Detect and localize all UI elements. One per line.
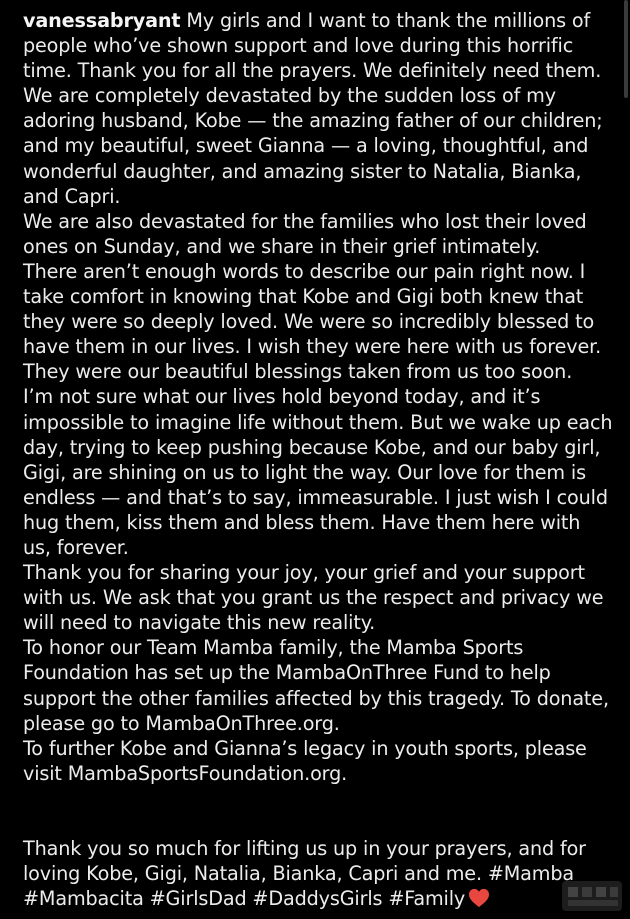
post-caption [23,8,613,911]
caption-paragraph-1 [23,8,613,209]
paragraph-spacer [23,786,613,836]
caption-paragraph-6: To honor our Team Mamba family, the Mamba Sports Foundation has set up the MambaOnThree Fund to help support the other families affected by this tragedy. To donate, please go to MambaOnThree.org. [23,636,609,735]
username-link[interactable]: vanessabryant [23,9,181,32]
caption-paragraph-7: To further Kobe and Gianna’s legacy in youth sports, please visit MambaSportsFoundation.org. [23,736,587,785]
caption-closing [23,836,613,911]
caption-paragraph-2: We are also devastated for the families who lost their loved ones on Sunday, and we share in their grief intimately. [23,209,587,258]
caption-paragraph-5: Thank you for sharing your joy, your grief and your support with us. We ask that you grant us the respect and privacy we will need to navigate this new reality. [23,561,604,635]
caption-paragraph-3: There aren’t enough words to describe our pain right now. I take comfort in knowing that Kobe and Gigi both knew that they were so deeply loved. We were so incredibly blessed to have them in our lives. I wish they were here with us forever. They were our beautiful blessings taken from us too soon. [23,259,602,384]
closing-text: Thank you so much for lifting us up in your prayers, and for loving Kobe, Gigi, Natalia, Bianka, Capri and me. #Mamba #Mambacita #GirlsDad #DaddysGirls #Family [23,836,586,911]
caption-text: My girls and I want to thank the millions of people who’ve shown support and love during this horrific time. Thank you for all the prayers. We definitely need them. We are completely devastated by the sudden loss of my adoring husband, Kobe — the amazing father of our children; and my beautiful, sweet Gianna — a loving, thoughtful, and wonderful daughter, and amazing sister to Natalia, Bianka, and Capri. [23,9,603,208]
scrollbar[interactable] [624,0,628,98]
caption-paragraph-4: I’m not sure what our lives hold beyond today, and it’s impossible to imagine life without them. But we wake up each day, trying to keep pushing because Kobe, and our baby girl, Gigi, are shining on us to light the way. Our love for them is endless — and that’s to say, immeasurable. I just wish I could hug them, kiss them and bless them. Have them here with us, forever. [23,385,613,559]
red-heart-icon [468,888,490,908]
watermark-logo [560,875,624,915]
